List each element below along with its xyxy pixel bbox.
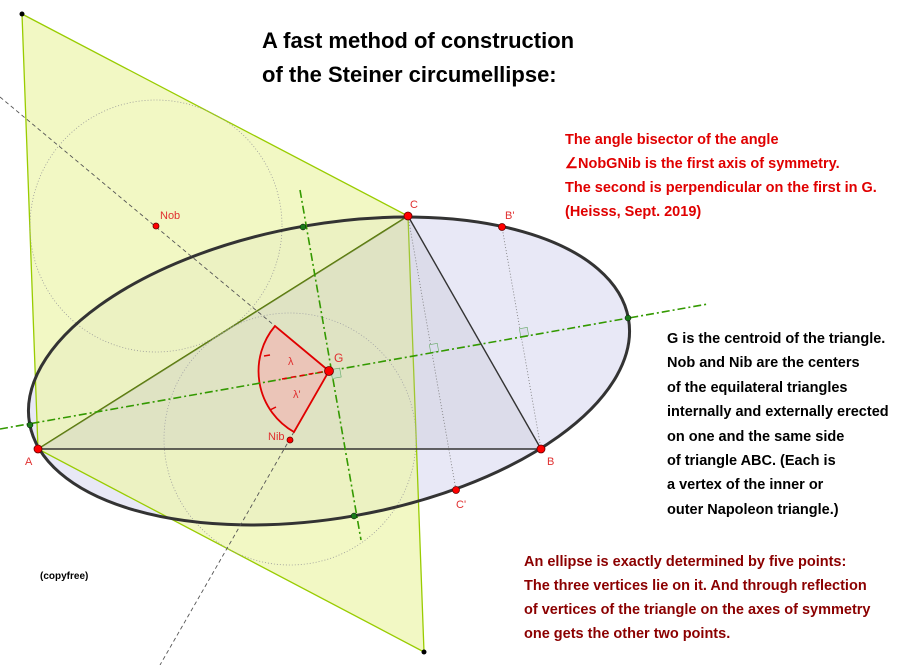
label-lambda: λ [288,356,294,368]
vertex-point [422,650,427,655]
note-line: (Heisss, Sept. 2019) [565,204,702,220]
point-b[interactable] [537,445,545,453]
centroid-note [667,327,889,522]
copyright-note: (copyfree) [40,571,89,582]
label-b-prime: B' [505,210,515,222]
note-line: a vertex of the inner or [667,477,824,494]
point-nob[interactable] [153,223,159,229]
angle-tick [264,355,270,356]
note-line: G is the centroid of the triangle. [667,331,886,347]
note-line: ∠NobGNib is the first axis of symmetry. [565,156,840,172]
note-line: of vertices of the triangle on the axes of symmetry [524,602,871,618]
note-line: Nob and Nib are the centers [667,355,860,372]
label-c-prime: C' [456,499,467,511]
title-line: A fast method of construction [262,28,575,53]
note-line: An ellipse is exactly determined by five points: [524,554,847,570]
label-c: C [410,199,418,211]
point-g[interactable] [325,367,334,376]
vertex-point [20,12,25,17]
label-b: B [547,456,555,468]
title-line: of the Steiner circumellipse: [262,62,557,87]
note-line: of triangle ABC. (Each is [667,453,836,470]
note-line: The three vertices lie on it. And through reflection [524,578,867,594]
note-line: internally and externally erected [667,404,889,421]
label-g: G [334,351,344,365]
five-points-note [524,550,871,646]
bisector-note [565,128,877,224]
point-c-prime[interactable] [453,487,460,494]
note-line: outer Napoleon triangle.) [667,501,839,518]
page-title [262,24,574,92]
point-a[interactable] [34,445,42,453]
point-c[interactable] [404,212,412,220]
point-b-prime[interactable] [499,224,506,231]
note-line: of the equilateral triangles [667,379,848,396]
label-lambda-prime: λ' [293,389,301,401]
label-nob: Nob [160,210,181,222]
note-line: on one and the same side [667,428,845,445]
label-a: A [25,456,33,468]
label-nib: Nib [268,431,285,443]
point-nib[interactable] [287,437,293,443]
note-line: The second is perpendicular on the first in G. [565,180,877,196]
note-line: The angle bisector of the angle [565,132,779,148]
note-line: one gets the other two points. [524,626,731,642]
